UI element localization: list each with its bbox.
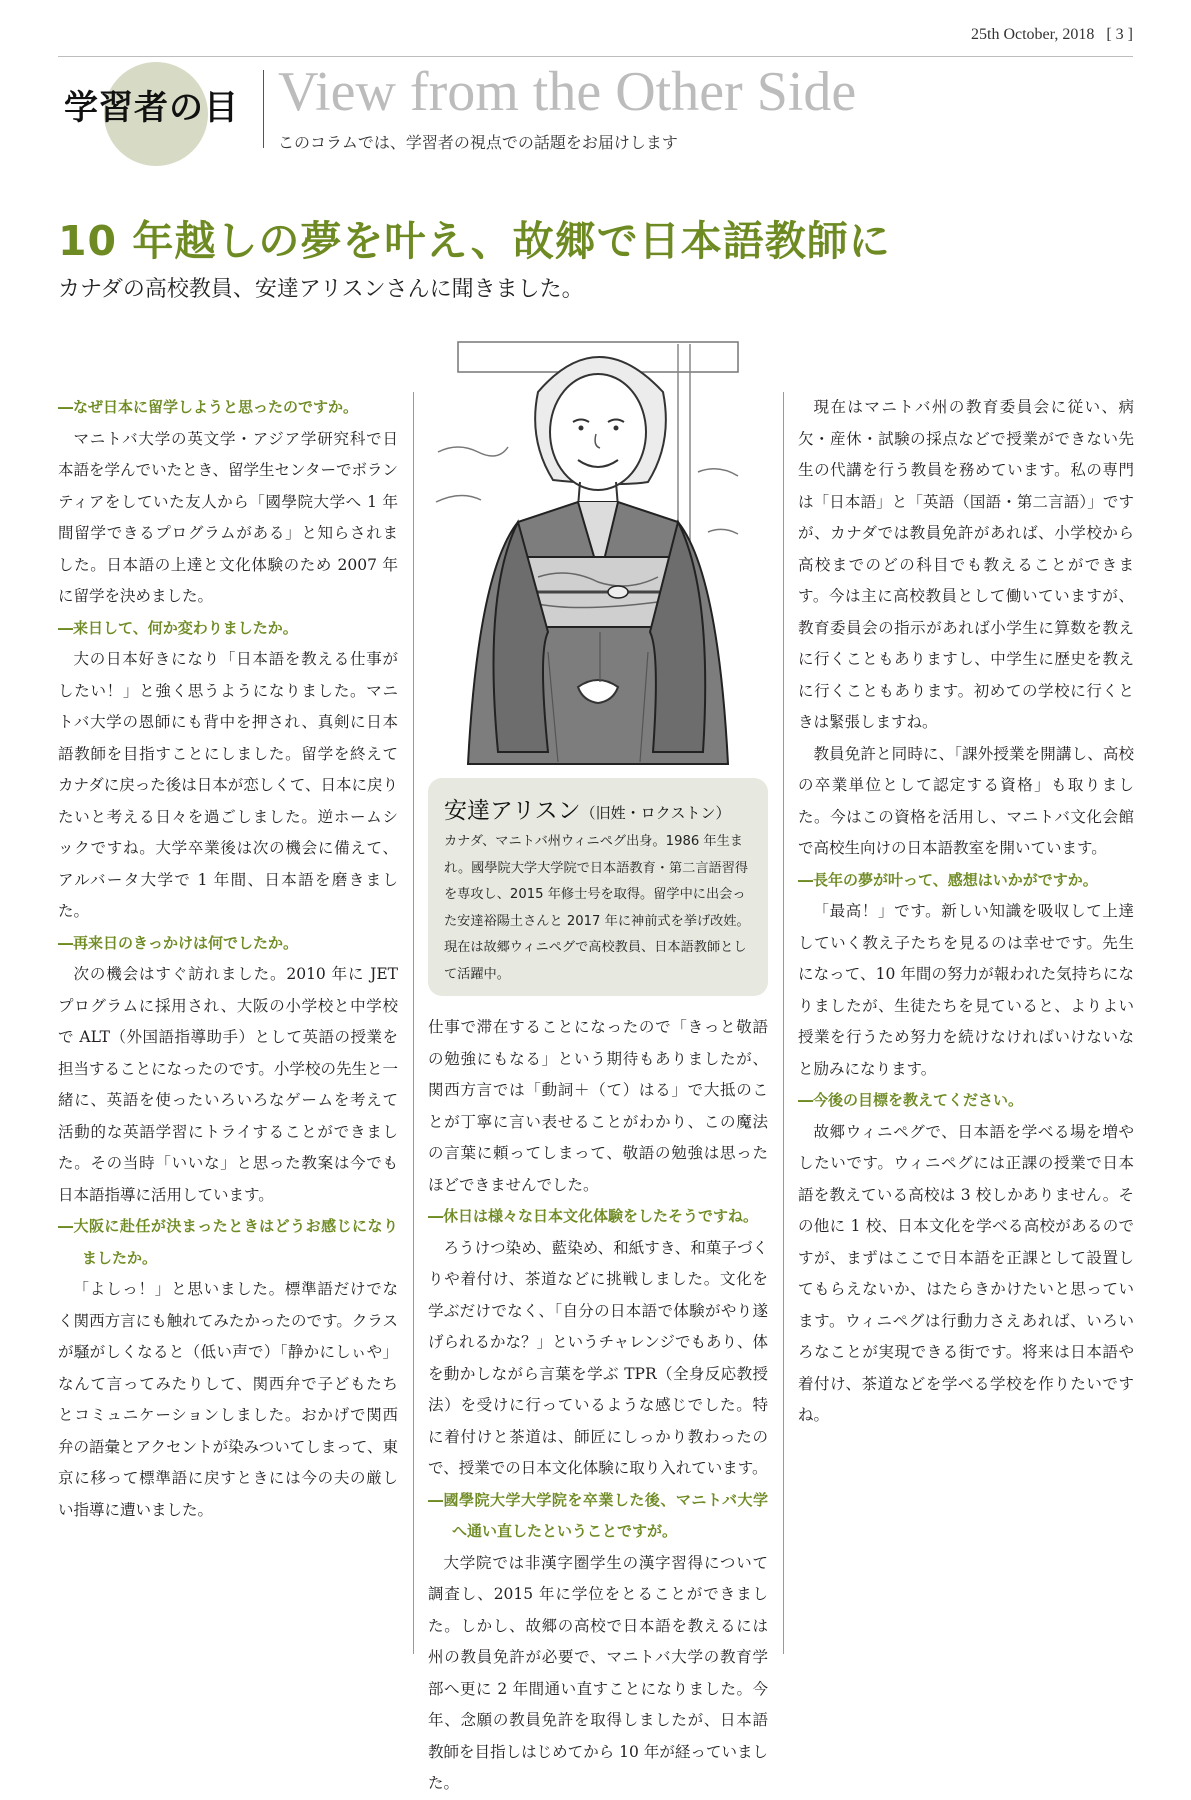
answer: マニトバ大学の英文学・アジア学研究科で日本語を学んでいたとき、留学生センターでボランティアをしていた友人から「國學院大学へ 1 年間留学できるプログラムがある」と知らされました。日本語の上達と文化体験のため 2007 年に留学を決めました。 <box>58 429 398 605</box>
answer: 「よしっ！」と思いました。標準語だけでなく関西方言にも触れてみたかったのです。クラスが騒がしくなると（低い声で）「静かにしぃや」なんて言ってみたりして、関西弁で子どもたちとコミュニケーションしました。おかげで関西弁の語彙とアクセントが染みついてしまって、東京に移って標準語に戻すときには今の夫の厳しい指導に遭いました。 <box>58 1280 398 1519</box>
profile-name: 安達アリスン <box>444 798 581 824</box>
text-column-3 <box>798 392 1134 1652</box>
answer: 現在はマニトバ州の教育委員会に従い、病欠・産休・試験の採点などで授業ができない先生の代講を行う教員を務めています。私の専門は「日本語」と「英語（国語・第二言語）」ですが、カナダでは教員免許があれば、小学校から高校までのどの科目でも教えることができます。今は主に高校教員として働いていますが、教育委員会の指示があれば小学生に算数を教えに行くこともありますし、中学生に歴史を教えに行くこともあります。初めての学校に行くときは緊張しますね。 <box>798 398 1134 731</box>
portrait-illustration <box>428 332 768 764</box>
question: ―長年の夢が叶って、感想はいかがですか。 <box>798 870 1098 889</box>
profile-name-note: （旧姓・ロクストン） <box>580 804 731 822</box>
question: ―来日して、何か変わりましたか。 <box>58 618 298 637</box>
column-rule <box>413 392 414 1654</box>
answer: 教員免許と同時に、「課外授業を開講し、高校の卒業単位として認定する資格」も取りました。今はこの資格を活用し、マニトバ文化会館で高校生向けの日本語教室を開いています。 <box>798 744 1134 857</box>
column-rule <box>783 392 784 1654</box>
answer: 「最高！」です。新しい知識を吸収して上達していく教え子たちを見るのは幸せです。先生になって、10 年間の努力が報われた気持ちになりましたが、生徒たちを見ていると、よりよい授業を行うため努力を続けなければいけないなと励みになります。 <box>798 902 1134 1078</box>
answer: 仕事で滞在することになったので「きっと敬語の勉強にもなる」という期待もありましたが、関西方言では「動詞＋（て）はる」で大抵のことが丁寧に言い表せることがわかり、この魔法の言葉に頼ってしまって、敬語の勉強は思ったほどできませんでした。 <box>428 1018 768 1194</box>
answer: ろうけつ染め、藍染め、和紙すき、和菓子づくりや着付け、茶道などに挑戦しました。文化を学ぶだけでなく、「自分の日本語で体験がやり遂げられるかな？」というチャレンジでもあり、体を動かしながら言葉を学ぶ TPR（全身反応教授法）を受けに行っているような感じでした。特に着付けと茶道は、師匠にしっかり教わったので、授業での日本文化体験に取り入れています。 <box>428 1238 768 1477</box>
issue-date: 25th October, 2018 <box>971 26 1095 43</box>
portrait-drawing <box>428 332 768 764</box>
question: ―大阪に赴任が決まったときはどうお感じになりましたか。 <box>58 1217 398 1267</box>
text-column-2 <box>428 1012 768 1792</box>
profile-name-line <box>444 792 752 825</box>
article-headline: 10 年越しの夢を叶え、故郷で日本語教師に <box>58 217 891 265</box>
profile-bio: カナダ、マニトバ州ウィニペグ出身。1986 年生まれ。國學院大学大学院で日本語教育・第二言語習得を専攻し、2015 年修士号を取得。留学中に出会った安達裕陽土さんと 2017 年に神前式を挙げ改姓。現在は故郷ウィニペグで高校教員、日本語教師として活躍中。 <box>444 834 750 982</box>
text-column-1 <box>58 392 398 1652</box>
answer: 次の機会はすぐ訪れました。2010 年に JET プログラムに採用され、大阪の小学校と中学校で ALT（外国語指導助手）として英語の授業を担当することになったのです。小学校の先生と一緒に、英語を使ったいろいろなゲームを考えて活動的な英語学習にトライすることができました。その当時「いいな」と思った教案は今でも日本語指導に活用しています。 <box>58 965 398 1204</box>
profile-card <box>428 778 768 996</box>
dateline <box>971 26 1133 44</box>
column-badge: 学習者の目 <box>64 88 239 128</box>
question: ―なぜ日本に留学しようと思ったのですか。 <box>58 398 359 416</box>
column-title: View from the Other Side <box>278 61 857 123</box>
top-rule <box>58 56 1133 57</box>
answer: 大学院では非漢字圏学生の漢字習得について調査し、2015 年に学位をとることができました。しかし、故郷の高校で日本語を教えるには州の教員免許が必要で、マニトバ大学の教育学部へ更に 2 年間通い直すことになりました。今年、念願の教員免許を取得しましたが、日本語教師を目指しはじめてから 10 年が経っていました。 <box>428 1553 768 1792</box>
question: ―再来日のきっかけは何でしたか。 <box>58 933 299 952</box>
question: ―休日は様々な日本文化体験をしたそうですね。 <box>428 1207 759 1225</box>
answer: 大の日本好きになり「日本語を教える仕事がしたい！」と強く思うようになりました。マニトバ大学の恩師にも背中を押され、真剣に日本語教師を目指すことにしました。留学を終えてカナダに戻った後は日本が恋しくて、日本に戻りたいと考える日々を過ごしました。逆ホームシックですね。大学卒業後は次の機会に備えて、アルバータ大学で 1 年間、日本語を磨きました。 <box>58 650 398 920</box>
article-deck: カナダの高校教員、安達アリスンさんに聞きました。 <box>58 277 584 302</box>
question: ―今後の目標を教えてください。 <box>798 1091 1024 1109</box>
answer: 故郷ウィニペグで、日本語を学べる場を増やしたいです。ウィニペグには正課の授業で日本語を教えている高校は 3 校しかありません。その他に 1 校、日本文化を学べる高校があるのですが、まずはここで日本語を正課として設置してもらえないか、はたらきかけたいと思っています。ウィニペグは行動力さえあれば、いろいろなことが実現できる街です。将来は日本語や着付け、茶道などを学べる学校を作りたいですね。 <box>798 1122 1134 1424</box>
header-divider <box>263 70 264 148</box>
column-subtitle: このコラムでは、学習者の視点での話題をお届けします <box>278 133 678 152</box>
page-number: [ 3 ] <box>1106 26 1133 43</box>
question: ―國學院大学大学院を卒業した後、マニトバ大学へ通い直したということですが。 <box>428 1490 768 1540</box>
